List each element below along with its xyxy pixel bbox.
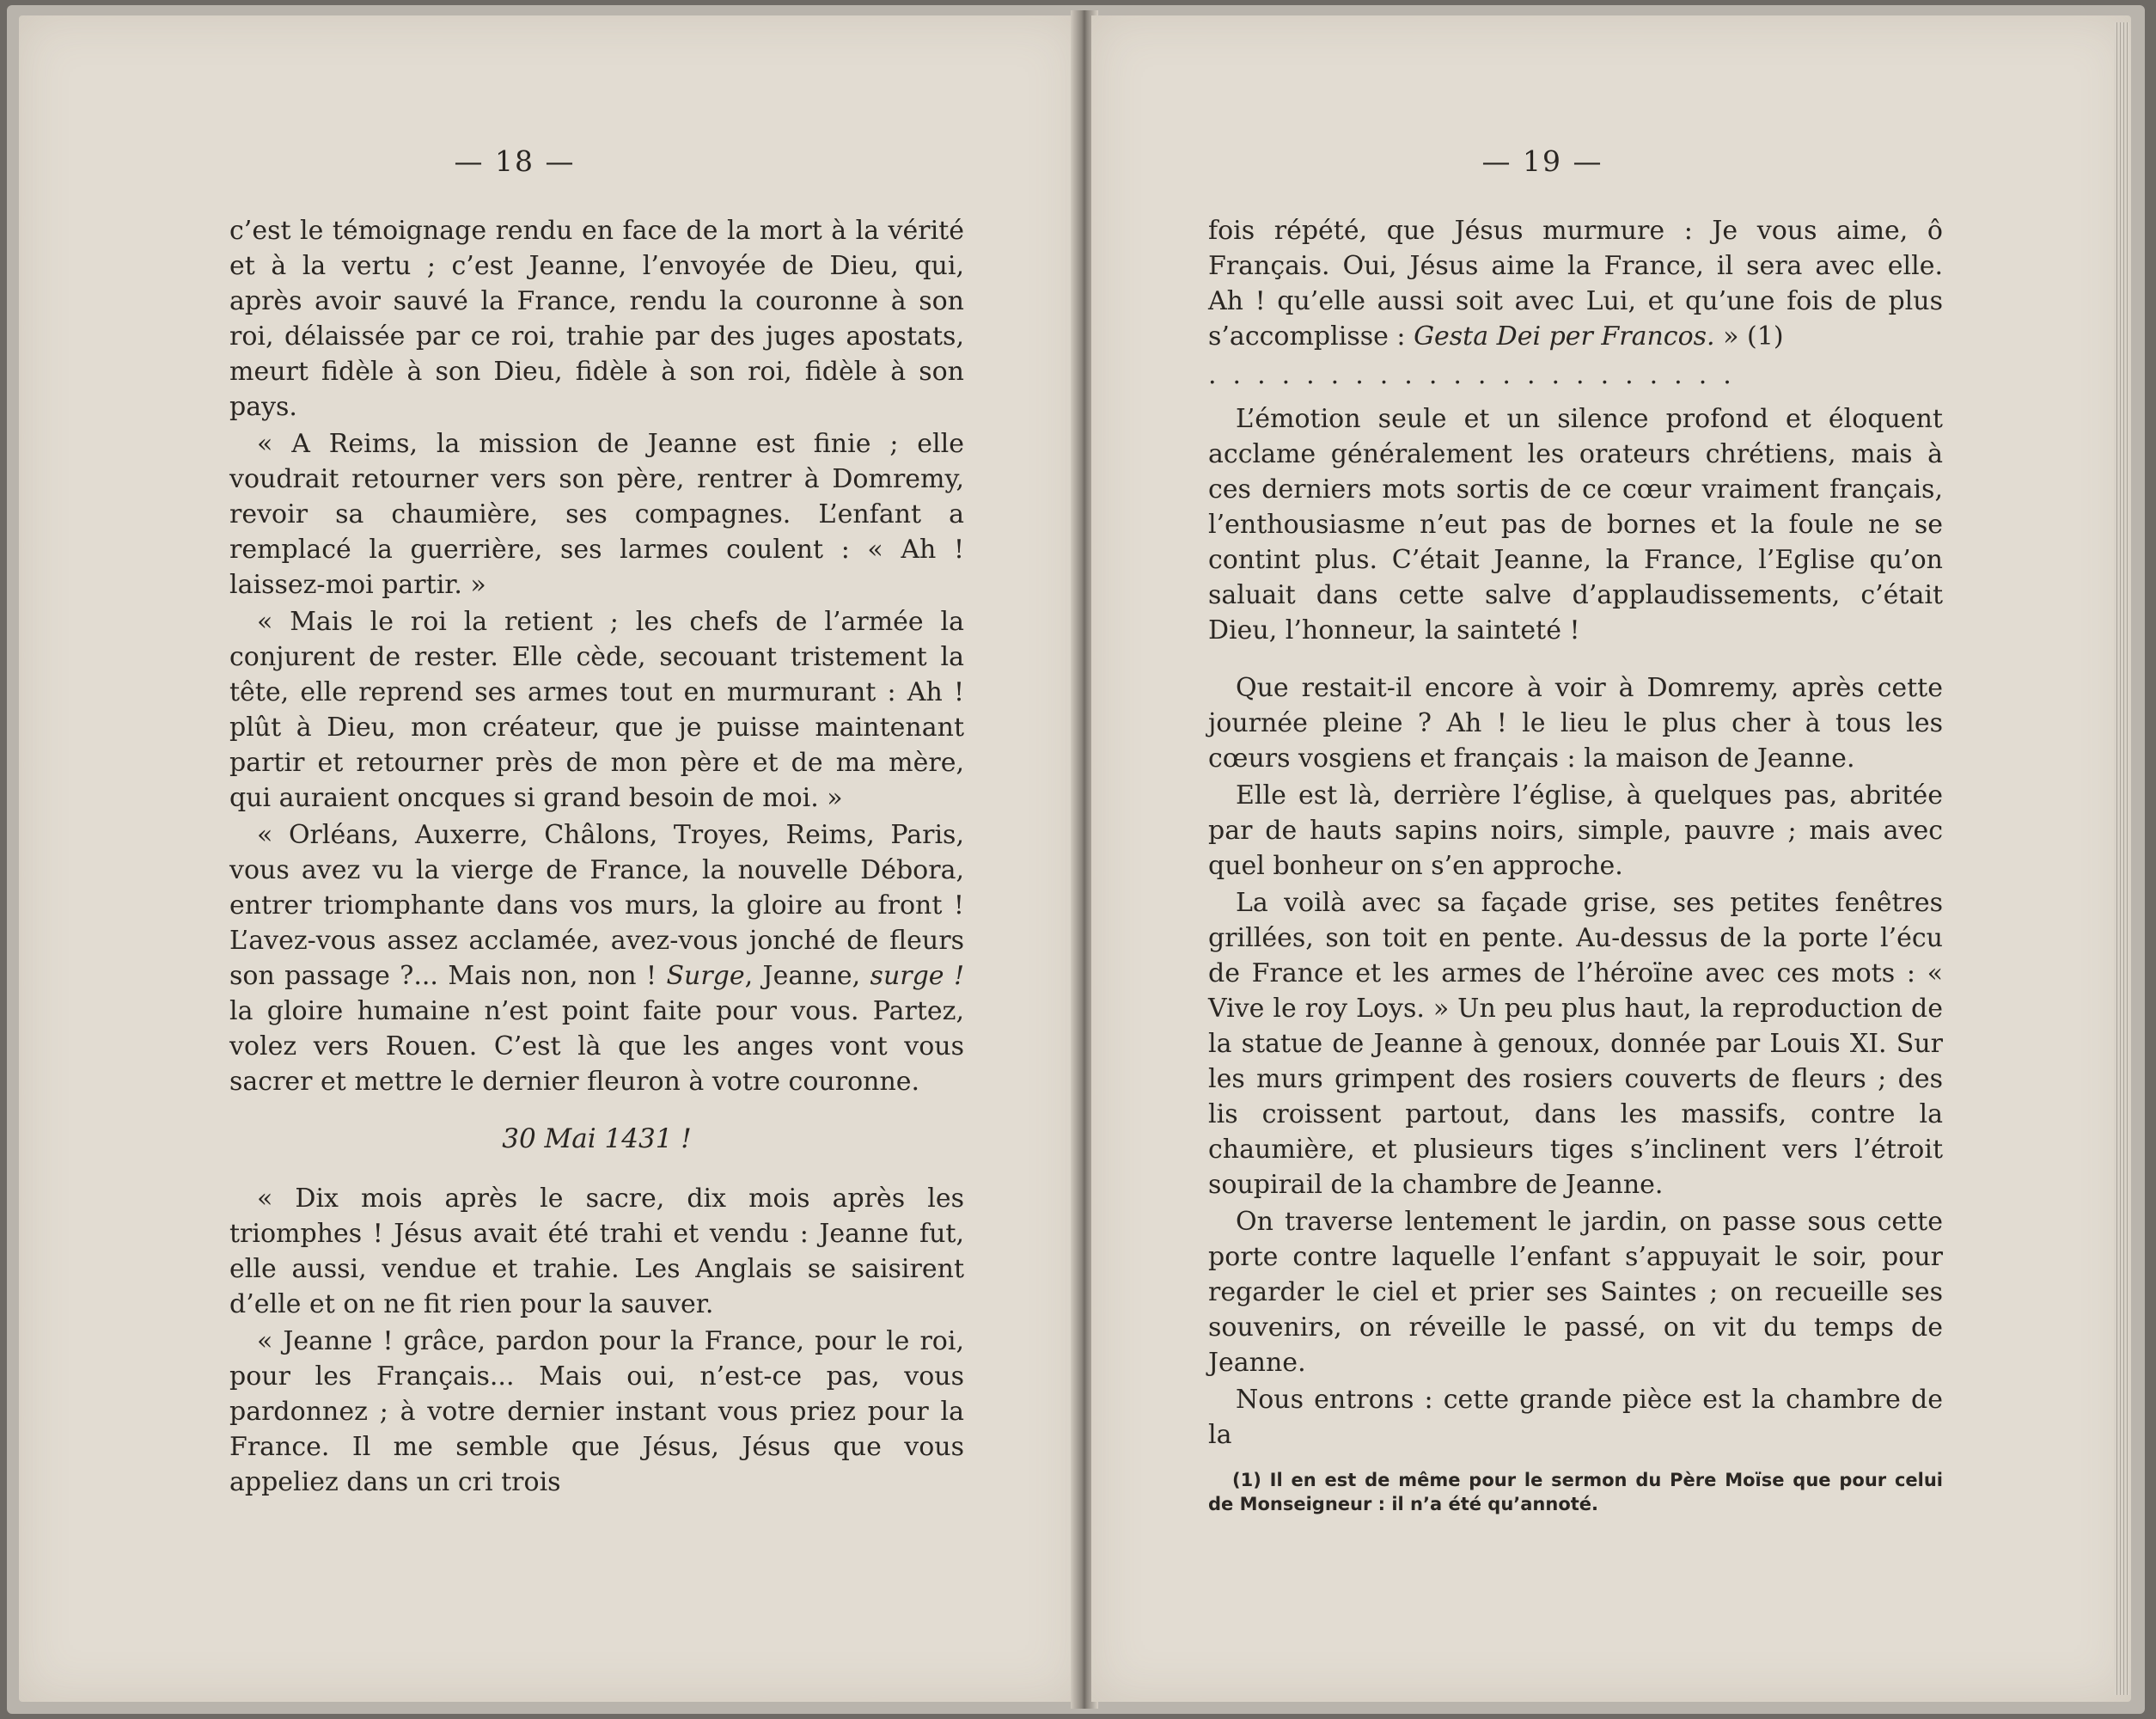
footnote: (1) Il en est de même pour le sermon du Père Moïse que pour celui de Monseigneur : il n’a été qu’annoté. xyxy=(1208,1470,1943,1514)
italic-word: surge ! xyxy=(870,961,964,991)
paragraph: c’est le témoignage rendu en face de la mort à la vérité et à la vertu ; c’est Jeanne, l’envoyée de Dieu, qui, après avoir sauvé la France, rendu la couronne à son roi, délaissée par ce roi, trahie par des juges apostats, meurt fidèle à son Dieu, fidèle à son roi, fidèle à son pays. xyxy=(229,216,964,422)
paragraph: Nous entrons : cette grande pièce est la chambre de la xyxy=(1208,1385,1943,1450)
paragraph xyxy=(1208,213,1943,354)
paragraph: « Dix mois après le sacre, dix mois après les triomphes ! Jésus avait été trahi et vendu : Jeanne fut, elle aussi, vendue et trahie. Les Anglais se saisirent d’elle et on ne fit rien pour la sauver. xyxy=(229,1184,964,1319)
page-number: — 18 — xyxy=(454,144,576,178)
paragraph: L’émotion seule et un silence profond et éloquent acclame généralement les orateurs chrétiens, mais à ces derniers mots sortis de ce cœur vraiment français, l’enthousiasme n’eut pas de bornes et la foule ne se contint plus. C’était Jeanne, la France, l’Eglise qu’on saluait dans cette salve d’applaudissements, c’était Dieu, l’honneur, la sainteté ! xyxy=(1208,404,1943,645)
paragraph: « Mais le roi la retient ; les chefs de l’armée la conjurent de rester. Elle cède, secouant tristement la tête, elle reprend ses armes tout en murmurant : Ah ! plût à Dieu, mon créateur, que je puisse maintenant partir et retourner près de mon père et de ma mère, qui auraient oncques si grand besoin de moi. » xyxy=(229,607,964,813)
paragraph-text: « Orléans, Auxerre, Châlons, Troyes, Reims, Paris, vous avez vu la vierge de France, la nouvelle Débora, entrer triomphante dans vos murs, la gloire au front ! L’avez-vous assez acclamée, avez-vous jonché de fleurs son passage ?... Mais non, non ! xyxy=(229,820,964,991)
paragraph: On traverse lentement le jardin, on passe sous cette porte contre laquelle l’enfant s’appuyait le soir, pour regarder le ciel et prier ses Saintes ; on recueille ses souvenirs, on réveille le passé, on vit du temps de Jeanne. xyxy=(1208,1207,1943,1378)
spacer xyxy=(1208,650,1943,670)
paragraph: « Jeanne ! grâce, pardon pour la France, pour le roi, pour les Français... Mais oui, n’est-ce pas, vous pardonnez ; à votre dernier instant vous priez pour la France. Il me semble que Jésus, Jésus que vous appeliez dans un cri trois xyxy=(229,1326,964,1497)
left-page xyxy=(19,15,1079,1702)
left-page-body xyxy=(229,213,964,1502)
paragraph-text: fois répété, que Jésus murmure : Je vous aime, ô Français. Oui, Jésus aime la France, il sera avec elle. Ah ! qu’elle aussi soit avec Lui, et qu’une fois de plus s’accomplisse : xyxy=(1208,216,1943,352)
italic-word: Surge xyxy=(666,961,745,991)
paragraph: Elle est là, derrière l’église, à quelques pas, abritée par de hauts sapins noirs, simple, pauvre ; mais avec quel bonheur on s’en approche. xyxy=(1208,780,1943,881)
paragraph: La voilà avec sa façade grise, ses petites fenêtres grillées, son toit en pente. Au-dessus de la porte l’écu de France et les armes de l’héroïne avec ces mots : « Vive le roy Loys. » Un peu plus haut, la reproduction de la statue de Jeanne à genoux, donnée par Louis XI. Sur les murs grimpent des rosiers couverts de fleurs ; des lis croissent partout, dans les massifs, contre la chaumière, et plusieurs tiges s’inclinent vers l’étroit soupirail de la chambre de Jeanne. xyxy=(1208,888,1943,1200)
paragraph-text: la gloire humaine n’est point faite pour vous. Partez, volez vers Rouen. C’est là que les anges vont vous sacrer et mettre le dernier fleuron à votre couronne. xyxy=(229,996,964,1097)
right-page xyxy=(1091,15,2131,1702)
paragraph-text: , Jeanne, xyxy=(744,961,861,991)
page-edges xyxy=(2114,22,2129,1695)
latin-phrase: Gesta Dei per Francos. xyxy=(1414,321,1715,352)
paragraph: « A Reims, la mission de Jeanne est finie ; elle voudrait retourner vers son père, rentrer à Domremy, revoir sa chaumière, ses compagnes. L’enfant a remplacé la guerrière, ses larmes coulent : « Ah ! laissez-moi partir. » xyxy=(229,429,964,600)
book-spread xyxy=(7,5,2145,1714)
dateline: 30 Mai 1431 ! xyxy=(502,1123,692,1154)
footnote-ref: » (1) xyxy=(1723,321,1784,352)
paragraph: Que restait-il encore à voir à Domremy, après cette journée pleine ? Ah ! le lieu le plus cher à tous les cœurs vosgiens et français : la maison de Jeanne. xyxy=(1208,673,1943,774)
right-page-body xyxy=(1208,213,1943,1518)
paragraph xyxy=(229,817,964,1099)
page-number: — 19 — xyxy=(1481,144,1603,178)
ellipsis-row: ...................... xyxy=(1208,360,1748,390)
